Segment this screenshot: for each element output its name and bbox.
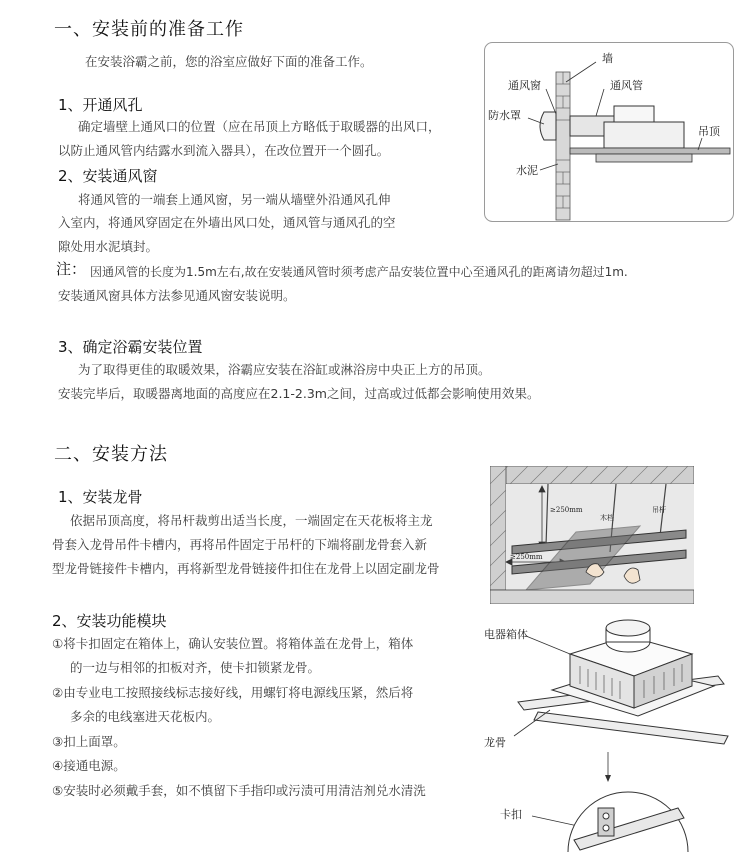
side-wall: [490, 466, 506, 590]
module-item1-line2: 的一边与相邻的扣板对齐，使卡扣锁紧龙骨。: [70, 660, 321, 675]
ceiling-slab: [490, 466, 694, 484]
label-rod: 吊杆: [652, 506, 666, 514]
module-item4: ④接通电源。: [52, 758, 126, 773]
label-ceiling: 吊顶: [698, 125, 720, 138]
module-item3: ③扣上面罩。: [52, 734, 126, 749]
keel-installation-figure: [490, 466, 694, 604]
section2-title: 二、安装方法: [54, 444, 168, 465]
section1-title: 一、安装前的准备工作: [54, 19, 244, 40]
label-dim2: ≥250mm: [510, 553, 543, 561]
step2-title: 2、安装通风窗: [58, 167, 158, 185]
step2-line3: 隙处用水泥填封。: [58, 239, 159, 254]
label-dim1: ≥250mm: [550, 506, 583, 514]
module-step-title: 2、安装功能模块: [52, 612, 167, 630]
step1-title: 1、开通风孔: [58, 96, 143, 114]
label-box: 电器箱体: [484, 628, 528, 641]
module-item2-line2: 多余的电线塞进天花板内。: [70, 709, 221, 724]
module-item1-line1: ①将卡扣固定在箱体上，确认安装位置。将箱体盖在龙骨上，箱体: [52, 636, 414, 651]
step3-title: 3、确定浴霸安装位置: [58, 338, 203, 356]
label-vent-pipe: 通风管: [610, 79, 643, 92]
vent-installation-figure: [484, 42, 734, 222]
step3-line2: 安装完毕后，取暖器离地面的高度应在2.1-2.3m之间，过高或过低都会影响使用效果。: [58, 386, 540, 401]
label-rain-cover: 防水罩: [488, 109, 521, 122]
label-vent-window: 通风窗: [508, 79, 541, 92]
heater-unit-shape: [604, 122, 684, 148]
module-installation-figure: [478, 612, 740, 852]
brick-wall: [556, 72, 570, 220]
step3-line1: 为了取得更佳的取暖效果，浴霸应安装在浴缸或淋浴房中央正上方的吊顶。: [78, 362, 491, 377]
note-line2: 安装通风窗具体方法参见通风窗安装说明。: [58, 288, 296, 303]
step1-line2: 以防止通风管内结露水到流入器具），在改位置开一个圆孔。: [58, 143, 390, 158]
label-keel: 龙骨: [484, 736, 506, 749]
label-cement: 水泥: [516, 164, 538, 177]
label-wood: 木档: [600, 514, 614, 522]
label-clip: 卡扣: [500, 808, 522, 821]
step2-line1: 将通风管的一端套上通风窗，另一端从墙壁外沿通风孔伸: [78, 192, 391, 207]
keel-step-title: 1、安装龙骨: [58, 488, 143, 506]
keel-line2: 骨套入龙骨吊件卡槽内，再将吊件固定于吊杆的下端将副龙骨套入新: [52, 537, 428, 552]
module-item5: ⑤安装时必须戴手套，如不慎留下手指印或污渍可用清洁剂兑水清洗: [52, 783, 426, 798]
keel-line3: 型龙骨链接件卡槽内，再将新型龙骨链接件扣住在龙骨上以固定副龙骨: [52, 561, 440, 576]
keel-line1: 依据吊顶高度，将吊杆裁剪出适当长度，一端固定在天花板将主龙: [70, 513, 433, 528]
step1-line1: 确定墙壁上通风口的位置（应在吊顶上方略低于取暖器的出风口，: [78, 119, 441, 134]
section1-intro: 在安装浴霸之前，您的浴室应做好下面的准备工作。: [85, 54, 373, 69]
ceiling-shape: [570, 148, 730, 154]
rain-cover-shape: [540, 112, 556, 140]
label-wall: 墙: [602, 52, 613, 65]
note-label: 注：: [56, 260, 87, 278]
module-item2-line1: ②由专业电工按照接线标志接好线，用螺钉将电源线压紧，然后将: [52, 685, 414, 700]
step2-line2: 入室内，将通风穿固定在外墙出风口处，通风管与通风孔的空: [58, 215, 396, 230]
note-line1: 因通风管的长度为1.5m左右,故在安装通风管时须考虑产品安装位置中心至通风孔的距离请勿超过1m.: [90, 265, 628, 279]
